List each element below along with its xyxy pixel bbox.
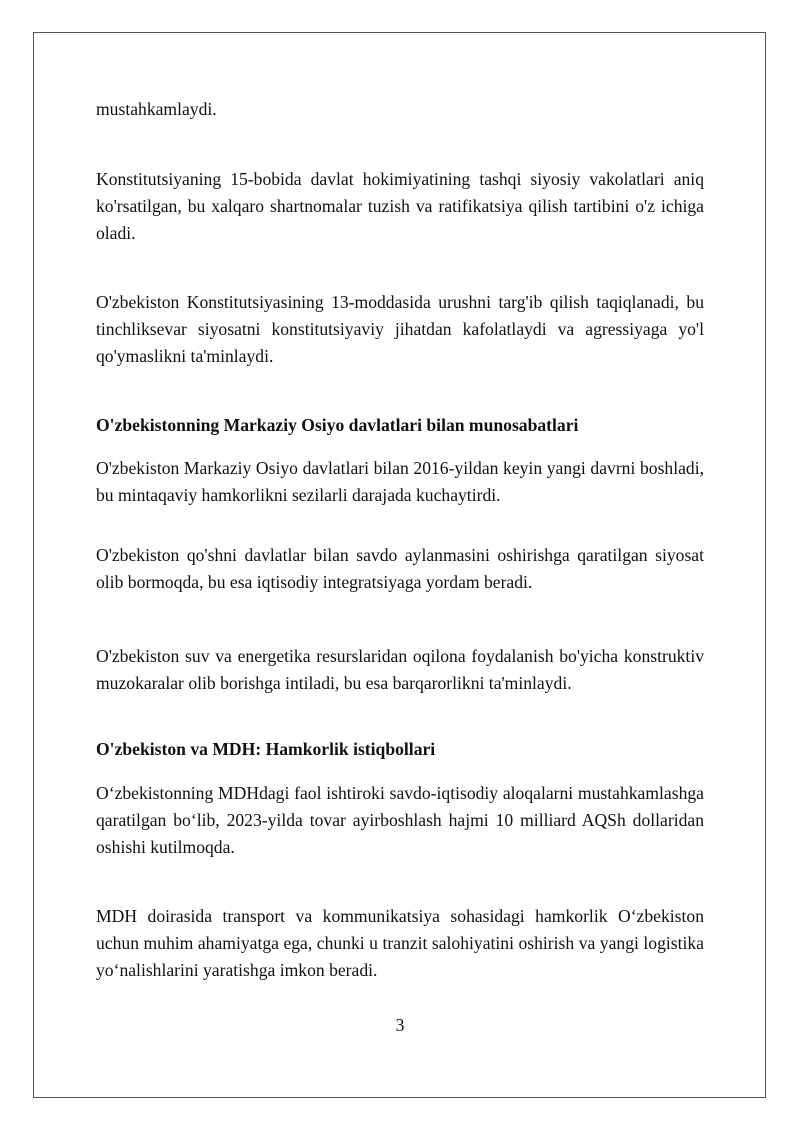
paragraph-trade-turnover: O'zbekiston qo'shni davlatlar bilan savdo aylanmasini oshirishga qaratilgan siyosat olib bormoqda, bu esa iqtisodiy integratsiyaga yordam beradi. [96,545,704,592]
paragraph-cis-transport: MDH doirasida transport va kommunikatsiya sohasidagi hamkorlik O‘zbekiston uchun muhim ahamiyatga ega, chunki u tranzit salohiyatini oshirish va yangi logistika yo‘nalishlarini yaratishga imkon beradi. [96,906,704,980]
paragraph-water-energy: O'zbekiston suv va energetika resurslaridan oqilona foydalanish bo'yicha konstruktiv muzokaralar olib borishga intiladi, bu esa barqarorlikni ta'minlaydi. [96,646,704,693]
paragraph-constitution-chapter-15: Konstitutsiyaning 15-bobida davlat hokimiyatining tashqi siyosiy vakolatlari aniq ko'rsatilgan, bu xalqaro shartnomalar tuzish va ratifikatsiya qilish tartibini o'z ichiga oladi. [96,169,704,243]
paragraph-continuation: mustahkamlaydi. [96,99,217,119]
paragraph-central-asia-new-era: O'zbekiston Markaziy Osiyo davlatlari bilan 2016-yildan keyin yangi davrni boshladi, bu mintaqaviy hamkorlikni sezilarli darajada kuchaytirdi. [96,458,704,505]
paragraph-constitution-article-13: O'zbekiston Konstitutsiyasining 13-moddasida urushni targ'ib qilish taqiqlanadi, bu tinchliksevar siyosatni konstitutsiyaviy jihatdan kafolatlaydi va agressiyaga yo'l qo'ymaslikni ta'minlaydi. [96,292,704,366]
section-heading-central-asia: O'zbekistonning Markaziy Osiyo davlatlari bilan munosabatlari [96,415,579,435]
page-number: 3 [395,1015,405,1035]
section-heading-cis: O'zbekiston va MDH: Hamkorlik istiqbollari [96,739,436,759]
paragraph-cis-trade: O‘zbekistonning MDHdagi faol ishtiroki savdo-iqtisodiy aloqalarni mustahkamlashga qaratilgan bo‘lib, 2023-yilda tovar ayirboshlash hajmi 10 milliard AQSh dollaridan oshishi kutilmoqda. [96,783,704,857]
